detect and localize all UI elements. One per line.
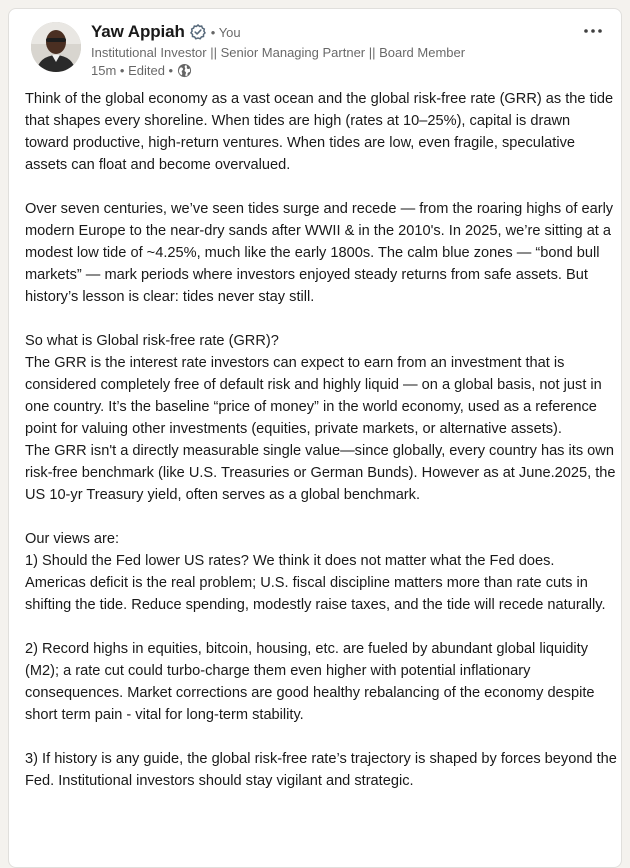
author-name[interactable]: Yaw Appiah [91, 22, 185, 41]
more-dots-icon [583, 28, 603, 34]
post-paragraph: Think of the global economy as a vast ocean and the global risk-free rate (GRR) as the tide that shapes every shoreline. When tides are high (rates at 10–25%), capital is drawn toward productive, high-return ventures. When tides are low, even fragile, speculative assets can float and become overvalued. [25, 91, 614, 173]
post-card [8, 8, 622, 868]
post-paragraph: The GRR is the interest rate investors can expect to earn from an investment that is considered completely free of default risk and highly liquid — on a global basis, not just in one country. It’s the baseline “price of money” in the world economy, used as a reference point for valuing other investments (equities, private markets, or alternative assets). [25, 355, 602, 437]
you-label: • You [210, 24, 241, 40]
post-header [91, 21, 581, 79]
post-subheading: So what is Global risk-free rate (GRR)? [25, 333, 279, 349]
post-subheading: Our views are: [25, 531, 120, 547]
author-headline: Institutional Investor || Senior Managing Partner || Board Member [91, 45, 466, 60]
more-options-button[interactable] [579, 19, 607, 43]
post-paragraph: The GRR isn't a directly measurable single value—since globally, every country has its own risk-free benchmark (like U.S. Treasuries or German Bunds). However as at June.2025, the US 10-yr Treasury yield, often serves as a global benchmark. [25, 443, 616, 503]
post-view-item: 1) Should the Fed lower US rates? We think it does not matter what the Fed does. Americas deficit is the real problem; U.S. fiscal discipline matters more than rate cuts in shifting the tide. Reduce spending, modestly raise taxes, and the tide will recede naturally. [25, 553, 606, 613]
post-meta [91, 62, 581, 79]
author-avatar[interactable] [31, 22, 81, 72]
post-body [25, 88, 617, 814]
verified-badge-icon [190, 24, 206, 40]
post-view-item: 2) Record highs in equities, bitcoin, housing, etc. are fueled by abundant global liquidity (M2); a rate cut could turbo-charge them even higher with potential inflationary consequences. Market corrections are good healthy rebalancing of the economy despite short term pain - vital for long-term stability. [25, 641, 595, 723]
name-row [91, 21, 581, 43]
post-view-item: 3) If history is any guide, the global risk-free rate’s trajectory is shaped by forces beyond the Fed. Institutional investors should stay vigilant and strategic. [25, 751, 617, 789]
post-paragraph: Over seven centuries, we’ve seen tides surge and recede — from the roaring highs of early modern Europe to the near-dry sands after WWII & in the 2010's. In 2025, we’re sitting at a modest low tide of ~4.25%, much like the early 1800s. The calm blue zones — “bond bull markets” — mark periods where investors enjoyed steady returns from safe assets. But history’s lesson is clear: tides never stay still. [25, 201, 614, 305]
globe-icon [177, 63, 192, 78]
post-timestamp: 15m • Edited • [91, 63, 174, 78]
